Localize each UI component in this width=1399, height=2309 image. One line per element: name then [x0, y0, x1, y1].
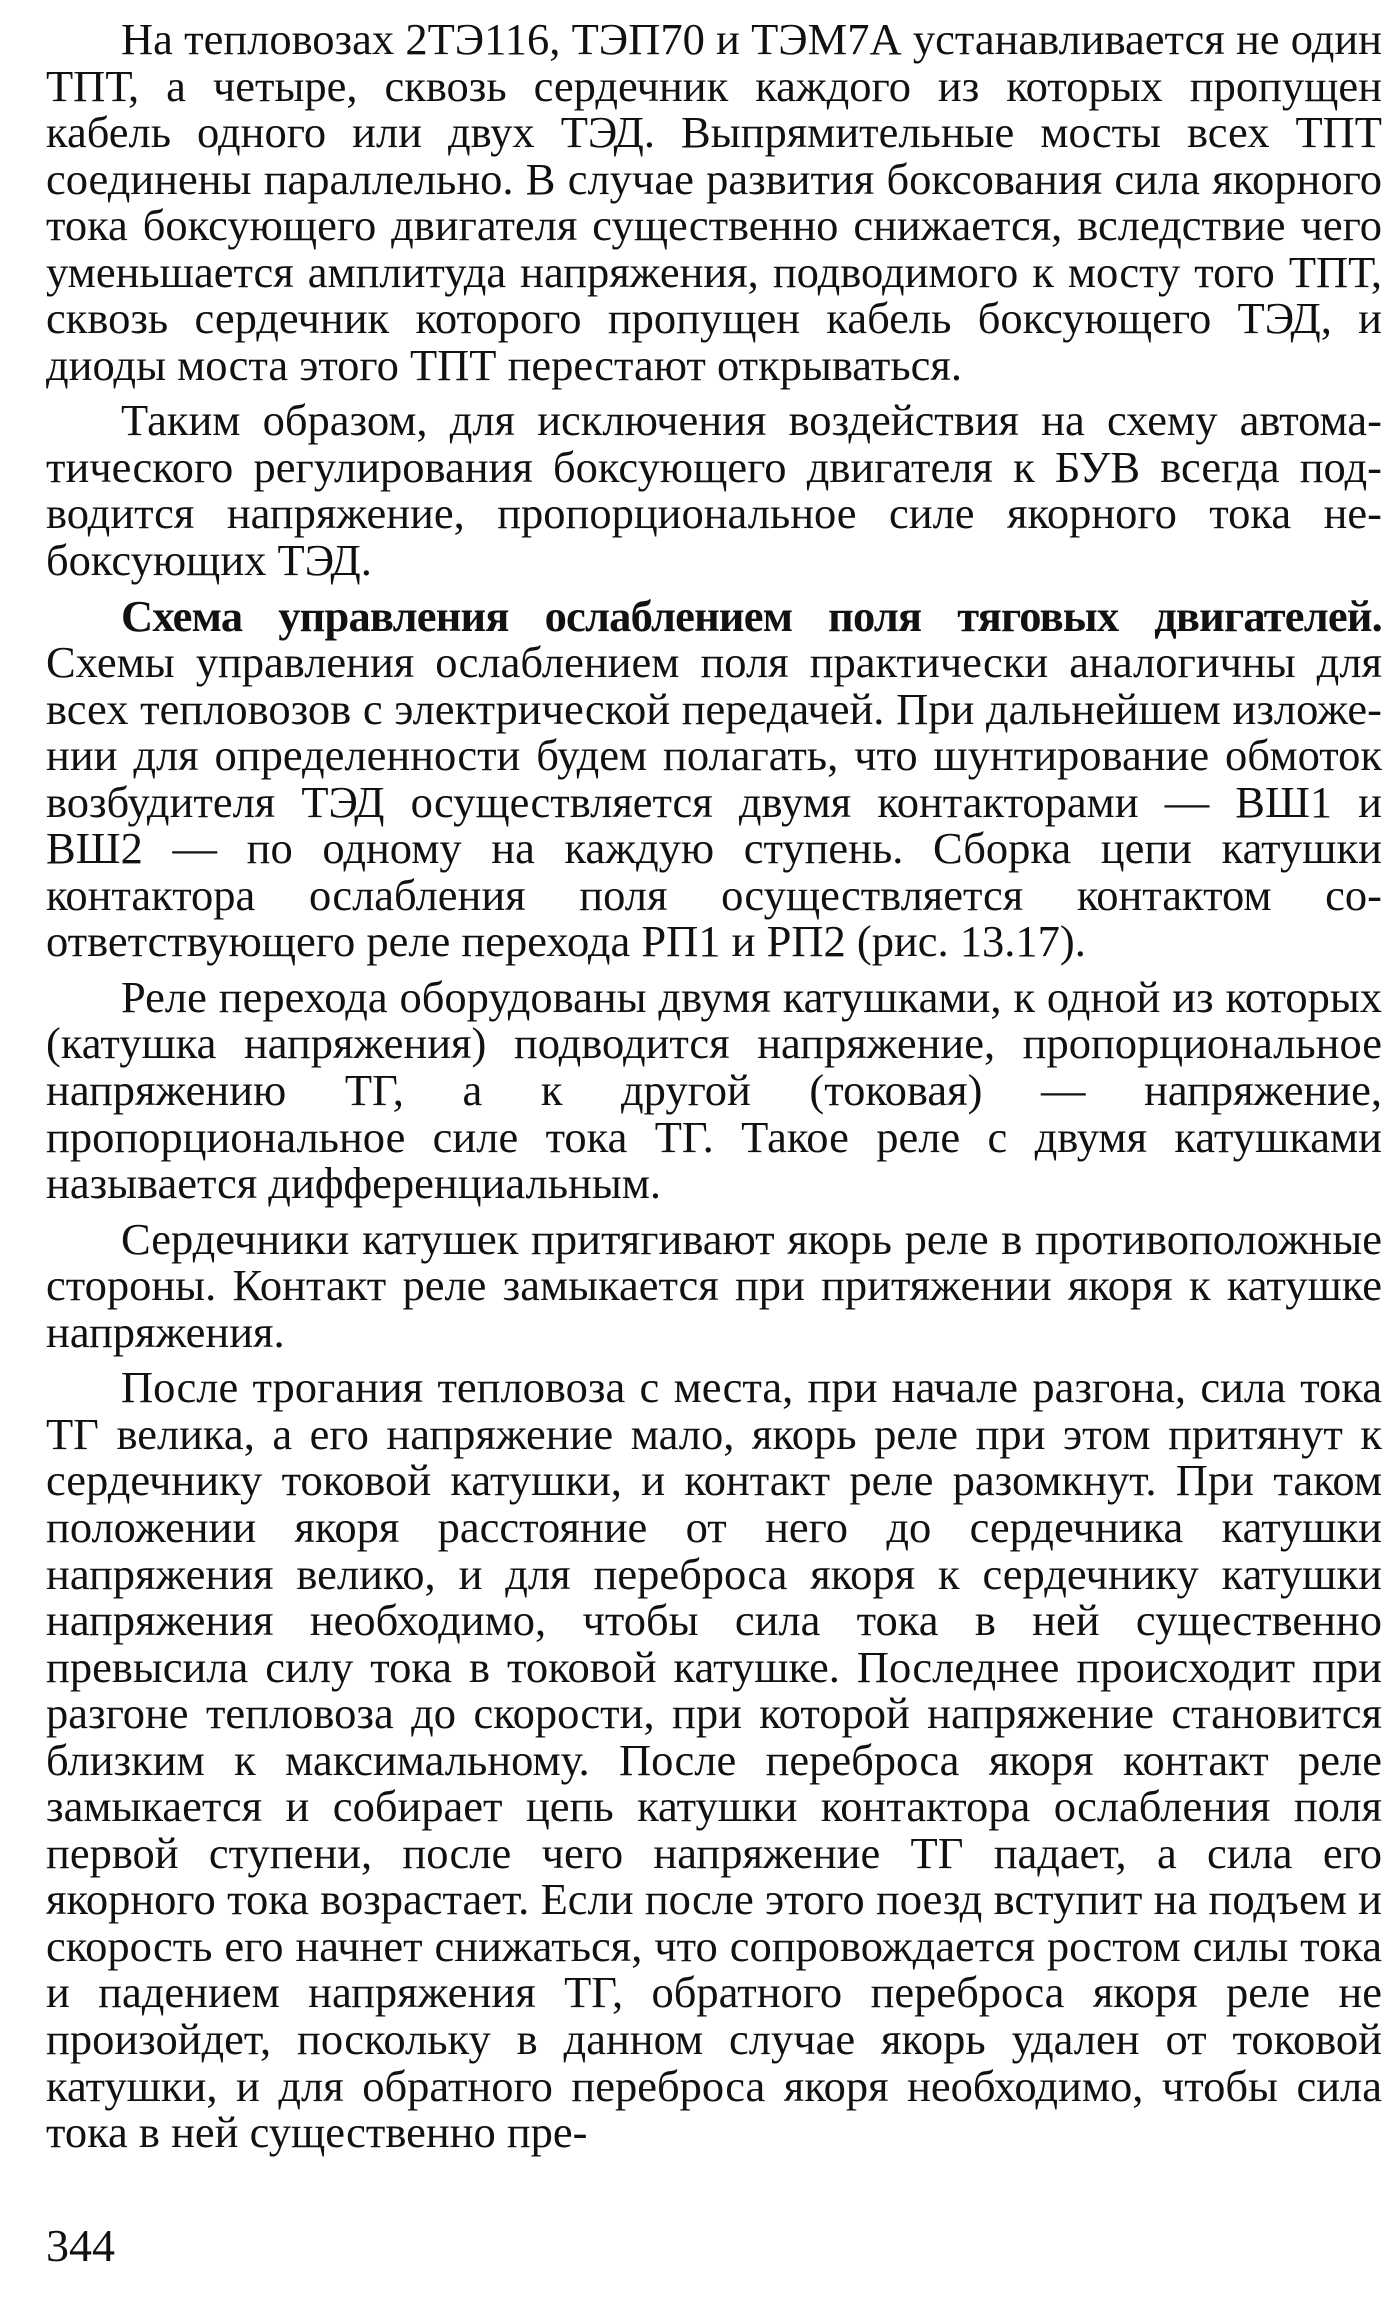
paragraph-text: После трогания тепловоза с места, при начале разгона, сила тока ТГ велика, а его напряжение мало, якорь реле при этом притянут к сердечнику токовой катушки, и контакт реле разомкнут. При таком положении якоря расстояние от него до сердечника катушки напряжения велико, и для переброса якоря к сердечнику катушки напряжения необходимо, чтобы сила тока в ней существенно превысила силу тока в токовой катушке. Последнее происходит при разгоне тепловоза до скорости, при которой напряжение становится близким к максимальному. После переброса якоря контакт реле замыкается и собирает цепь катушки контактора ослабления поля первой ступени, после чего напряжение ТГ падает, а сила его якорного тока возрастает. Если после этого поезд вступит на подъем и скорость его начнет снижаться, что сопровождается ростом силы тока и падением напряжения ТГ, обратного переброса якоря реле не произойдет, поскольку в данном случае якорь удален от токовой катушки, и для обратного переброса якоря необходимо, чтобы сила тока в ней существенно пре- — [46, 1362, 1382, 2158]
page-number: 344 — [46, 2220, 115, 2271]
paragraph-text: Схемы управления ослаблением поля практически аналогичны для всех тепловозов с электрической передачей. При дальнейшем изложении для определенности будем полагать, что шунтирование обмоток возбудителя ТЭД осуществляется двумя контакторами — ВШ1 и ВШ2 — по одному на каждую ступень. Сборка цепи катушки контактора ослабления поля осуществляется контактом соответствующего реле перехода РП1 и РП2 (рис. 13.17). — [46, 637, 1382, 967]
paragraph — [46, 1362, 1382, 2158]
paragraph-text: Реле перехода оборудованы двумя катушками, к одной из которых (катушка напряжения) подводится напряжение, пропорциональное напряжению ТГ, а к другой (токовая) — напряжение, пропорциональное силе тока ТГ. Такое реле с двумя катушками называется дифференциальным. — [46, 971, 1382, 1209]
paragraph-text: Сердечники катушек притягивают якорь реле в противоположные стороны. Контакт реле замыкается при притяжении якоря к катушке напряжения. — [46, 1213, 1382, 1357]
paragraph-text: Таким образом, для исключения воздействия на схему автоматического регулирования боксующего двигателя к БУВ всегда подводится напряжение, пропорциональное силе якорного тока небоксующих ТЭД. — [46, 395, 1382, 586]
paragraph — [46, 1213, 1382, 1357]
paragraph — [46, 395, 1382, 586]
paragraph — [46, 16, 1382, 388]
paragraph-text: На тепловозах 2ТЭ116, ТЭП70 и ТЭМ7А устанавливается не один ТПТ, а четыре, сквозь сердечник каждого из которых пропущен кабель одного или двух ТЭД. Выпрямительные мосты всех ТПТ соединены параллельно. В случае развития боксования сила якорного тока боксующего двигателя существенно снижается, вследствие чего уменьшается амплитуда напряжения, подводимого к мосту того ТПТ, сквозь сердечник которого пропущен кабель боксующего ТЭД, и диоды моста этого ТПТ перестают открываться. — [46, 14, 1382, 390]
section-heading: Схема управления ослаблением поля тяговых двигателей. — [121, 590, 1382, 641]
paragraph — [46, 971, 1382, 1209]
paragraph-with-heading — [46, 590, 1382, 967]
body-text — [46, 16, 1382, 2165]
